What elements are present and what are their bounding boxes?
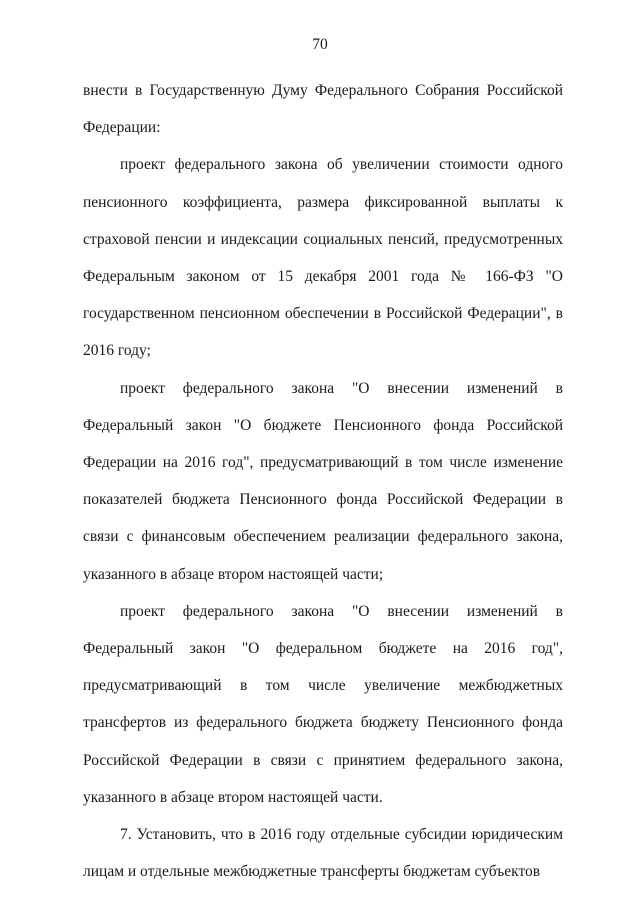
document-body — [83, 72, 563, 890]
paragraph-federal-budget-draft: проект федерального закона "О внесении изменений в Федеральный закон "О федеральном бюджете на 2016 год", предусматривающий в том числе увеличение межбюджетных трансфертов из федерального бюджета бюджету Пенсионного фонда Российской Федерации в связи с принятием федерального закона, указанного в абзаце втором настоящей части. — [83, 602, 563, 806]
paragraph-item-7: 7. Установить, что в 2016 году отдельные субсидии юридическим лицам и отдельные межбюджетные трансферты бюджетам субъектов — [83, 826, 563, 881]
paragraph-intro: внести в Государственную Думу Федерального Собрания Российской Федерации: — [83, 82, 563, 137]
paragraph-pension-law-draft: проект федерального закона об увеличении стоимости одного пенсионного коэффициента, размера фиксированной выплаты к страховой пенсии и индексации социальных пенсий, предусмотренных Федеральным законом от 15 декабря 2001 года № 166-ФЗ "О государственном пенсионном обеспечении в Российской Федерации", в 2016 году; — [83, 156, 563, 360]
page-number: 70 — [312, 36, 328, 53]
paragraph-pension-fund-budget-draft: проект федерального закона "О внесении изменений в Федеральный закон "О бюджете Пенсионного фонда Российской Федерации на 2016 год", предусматривающий в том числе изменение показателей бюджета Пенсионного фонда Российской Федерации в связи с финансовым обеспечением реализации федерального закона, указанного в абзаце втором настоящей части; — [83, 379, 563, 583]
